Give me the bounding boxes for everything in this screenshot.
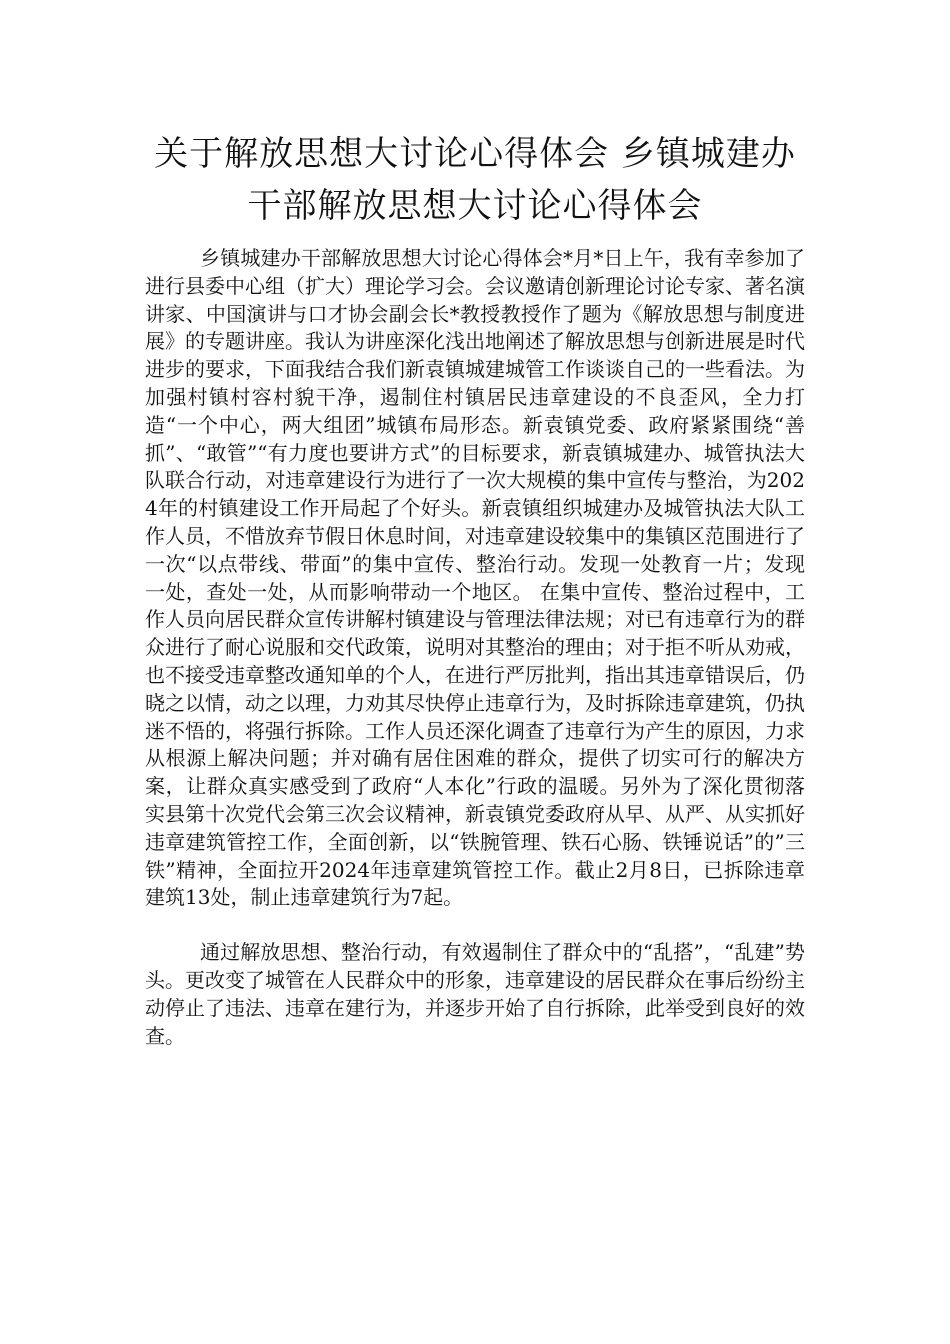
title-line-2: 干部解放思想大讨论心得体会 <box>247 186 703 226</box>
title-line-1: 关于解放思想大讨论心得体会 乡镇城建办 <box>154 134 796 174</box>
document-body <box>145 245 805 1050</box>
document-title <box>120 128 830 232</box>
paragraph-2: 通过解放思想、整治行动，有效遏制住了群众中的“乱搭”，“乱建”势头。更改变了城管在人民群众中的形象，违章建设的居民群众在事后纷纷主动停止了违法、违章在建行为，并逐步开始了自行拆除，此举受到良好的效查。 <box>145 940 805 1048</box>
paragraph-1: 乡镇城建办干部解放思想大讨论心得体会*月*日上午，我有幸参加了进行县委中心组（扩大）理论学习会。会议邀请创新理论讨论专家、著名演讲家、中国演讲与口才协会副会长*教授教授作了题为《解放思想与制度进展》的专题讲座。我认为讲座深化浅出地阐述了解放思想与创新进展是时代进步的要求，下面我结合我们新袁镇城建城管工作谈谈自己的一些看法。为加强村镇村容村貌干净，遏制住村镇居民违章建设的不良歪风，全力打造“一个中心，两大组团”城镇布局形态。新袁镇党委、政府紧紧围绕“善抓”、“敢管”“有力度也要讲方式”的目标要求，新袁镇城建办、城管执法大队联合行动，对违章建设行为进行了一次大规模的集中宣传与整治，为2024年的村镇建设工作开局起了个好头。新袁镇组织城建办及城管执法大队工作人员，不惜放弃节假日休息时间，对违章建设较集中的集镇区范围进行了一次“以点带线、带面”的集中宣传、整治行动。发现一处教育一片；发现一处，查处一处，从而影响带动一个地区。 在集中宣传、整治过程中，工作人员向居民群众宣传讲解村镇建设与管理法律法规；对已有违章行为的群众进行了耐心说服和交代政策，说明对其整治的理由；对于拒不听从劝戒，也不接受违章整改通知单的个人，在进行严厉批判，指出其违章错误后，仍晓之以情，动之以理，力劝其尽快停止违章行为，及时拆除违章建筑，仍执迷不悟的，将强行拆除。工作人员还深化调查了违章行为产生的原因，力求从根源上解决问题；并对确有居住困难的群众，提供了切实可行的解决方案，让群众真实感受到了政府“人本化”行政的温暖。另外为了深化贯彻落实县第十次党代会第三次会议精神，新袁镇党委政府从早、从严、从实抓好违章建筑管控工作，全面创新，以“铁腕管理、铁石心肠、铁锤说话”的”三铁”精神，全面拉开2024年违章建筑管控工作。截止2月8日，已拆除违章建筑13处，制止违章建筑行为7起。 <box>145 246 805 910</box>
